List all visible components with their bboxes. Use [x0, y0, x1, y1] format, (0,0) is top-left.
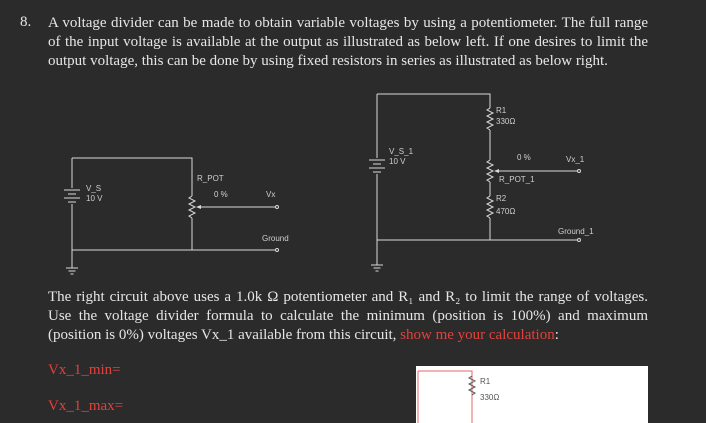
- right-circuit: [369, 94, 594, 271]
- question-body-text: The right circuit above uses a 1.0k Ω potentiometer and R₁ and R₂ to limit the range of voltages. Use the voltage divider formula to calculate the minimum (position is 100%) and maximum (position is 0%) voltages Vx_1 available from this circuit,: [48, 289, 648, 343]
- right-r1-value: 330Ω: [496, 117, 516, 126]
- question-body-end: :: [554, 327, 559, 343]
- circuit-thumbnail[interactable]: [416, 366, 648, 423]
- right-r2-resistor: [487, 196, 493, 218]
- left-pot-position: 0 %: [214, 190, 228, 199]
- right-ground-symbol: [371, 265, 383, 271]
- left-output-label: Vx: [266, 190, 276, 199]
- vx1-max-label: Vx_1_max=: [48, 398, 124, 414]
- left-source-name: V_S: [86, 184, 102, 193]
- left-source-value: 10 V: [86, 194, 103, 203]
- left-ground-label: Ground: [262, 234, 289, 243]
- question-intro: A voltage divider can be made to obtain variable voltages by using a potentiometer. The full range of the input voltage is available at the output as illustrated as below left. If one desires to limit the output voltage, this can be done by using fixed resistors in series as illustrated as below right.: [48, 15, 648, 69]
- right-battery-symbol: [369, 160, 385, 172]
- right-r2-name: R2: [496, 194, 507, 203]
- right-source-value: 10 V: [389, 157, 406, 166]
- right-r2-value: 470Ω: [496, 207, 516, 216]
- left-pot-name: R_POT: [197, 174, 224, 183]
- right-r1-resistor: [487, 108, 493, 130]
- left-ground-symbol: [66, 268, 78, 274]
- right-ground-label: Ground_1: [558, 227, 594, 236]
- left-pot-resistor: [189, 196, 195, 218]
- right-pot-resistor: [487, 160, 493, 182]
- right-pot-position: 0 %: [517, 153, 531, 162]
- left-circuit: [64, 158, 289, 274]
- right-output-label: Vx_1: [566, 155, 585, 164]
- question-body: [48, 288, 648, 345]
- right-source-name: V_S_1: [389, 147, 414, 156]
- thumbnail-r-name: R1: [480, 377, 491, 386]
- vx1-min-label: Vx_1_min=: [48, 362, 121, 378]
- calculation-instruction: show me your calculation: [400, 327, 555, 343]
- right-pot-name: R_POT_1: [499, 175, 535, 184]
- question-number: 8.: [20, 14, 32, 30]
- thumbnail-diagram: [416, 366, 648, 423]
- thumbnail-r-value: 330Ω: [480, 393, 500, 402]
- left-battery-symbol: [64, 190, 80, 202]
- right-r1-name: R1: [496, 106, 507, 115]
